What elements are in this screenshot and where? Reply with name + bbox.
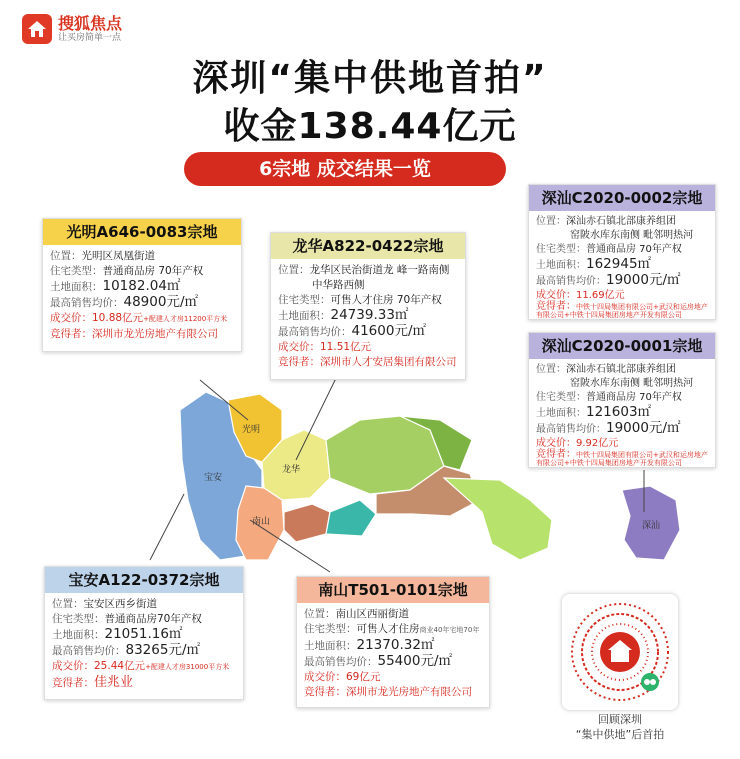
- value-land-area: 21370.32㎡: [356, 637, 435, 653]
- mini-program-qr-code[interactable]: [562, 594, 678, 710]
- label-deal-price: 成交价：: [304, 671, 346, 683]
- label-deal-price: 成交价：: [536, 290, 576, 301]
- headline-line1: 深圳“集中供地首拍”: [192, 58, 548, 99]
- label-max-price: 最高销售均价：: [304, 656, 378, 668]
- brand-slogan: 让买房简单一点: [58, 32, 122, 43]
- label-bidder: 竞得者：: [304, 686, 346, 698]
- value-deal-price: 9.92亿元: [576, 438, 619, 449]
- label-location: 位置：: [52, 598, 84, 610]
- card-title: 宝安A122-0372宗地: [45, 567, 243, 593]
- value-deal-price: 10.88亿元: [92, 312, 144, 324]
- label-housing-type: 住宅类型：: [304, 623, 357, 635]
- map-region-dapeng: [444, 478, 552, 560]
- value-max-price: 19000元/㎡: [606, 272, 681, 288]
- card-title: 龙华A822-0422宗地: [271, 233, 465, 259]
- qr-caption: [555, 712, 685, 742]
- headline-line2: 收金138.44亿元: [223, 106, 517, 147]
- value-location: 光明区凤凰街道: [81, 250, 155, 262]
- value-deal-price: 69亿元: [346, 671, 381, 683]
- qr-caption-line1: 回顾深圳: [598, 713, 642, 726]
- value-deal-price: 11.69亿元: [576, 290, 625, 301]
- label-deal-price: 成交价：: [52, 660, 94, 672]
- value-bidder: 深圳市龙光房地产有限公司: [346, 686, 472, 698]
- map-region-luohu: [326, 500, 376, 536]
- label-housing-type: 住宅类型：: [536, 392, 586, 403]
- card-shenshan-0002: [528, 184, 716, 320]
- label-housing-type: 住宅类型：: [52, 613, 105, 625]
- qr-caption-line2: “集中供地”后首拍: [575, 728, 665, 741]
- label-land-area: 土地面积：: [52, 629, 105, 641]
- card-longhua: [270, 232, 466, 380]
- value-housing-type: 可售人才住房: [356, 623, 420, 635]
- value-land-area: 10182.04㎡: [102, 278, 181, 294]
- label-housing-type: 住宅类型：: [50, 265, 103, 277]
- label-location: 位置：: [278, 264, 310, 276]
- value-location: 深汕赤石镇北部康养组团: [566, 216, 676, 227]
- label-housing-type: 住宅类型：: [278, 294, 331, 306]
- value-bidder: 中铁十四局集团有限公司+武汉和运房地产有限公司+中铁十四局集团房地产开发有限公司: [536, 451, 708, 467]
- label-deal-price: 成交价：: [50, 312, 92, 324]
- value-max-price: 55400元/㎡: [377, 653, 452, 669]
- value-housing-type: 普通商品房 70年产权: [586, 392, 682, 403]
- label-land-area: 土地面积：: [536, 260, 586, 271]
- value-housing-type: 普通商品房 70年产权: [102, 265, 204, 277]
- label-housing-type: 住宅类型：: [536, 244, 586, 255]
- label-deal-price: 成交价：: [536, 438, 576, 449]
- value-housing-type: 可售人才住房 70年产权: [330, 294, 442, 306]
- label-bidder: 竞得者：: [536, 449, 576, 460]
- value-land-area: 24739.33㎡: [330, 307, 409, 323]
- card-nanshan: [296, 576, 490, 708]
- map-label-guangming: 光明: [242, 425, 261, 435]
- label-land-area: 土地面积：: [304, 640, 357, 652]
- card-guangming: [42, 218, 242, 352]
- card-baoan: [44, 566, 244, 700]
- card-shenshan-0001: [528, 332, 716, 468]
- brand-name: 搜狐焦点: [58, 13, 123, 33]
- value-housing-note: 商业40年宅地70年: [419, 626, 480, 634]
- label-bidder: 竞得者：: [536, 301, 576, 312]
- value-location-2: 中华路西侧: [312, 279, 365, 291]
- value-deal-note: +配建人才房11200平方米: [143, 315, 228, 323]
- map-label-longhua: 龙华: [282, 465, 301, 475]
- card-title: 深汕C2020-0001宗地: [529, 333, 715, 359]
- value-max-price: 19000元/㎡: [606, 420, 681, 436]
- map-label-shenshan: 深汕: [642, 521, 661, 531]
- card-title: 深汕C2020-0002宗地: [529, 185, 715, 211]
- label-max-price: 最高销售均价：: [278, 326, 352, 338]
- label-max-price: 最高销售均价：: [52, 645, 126, 657]
- label-max-price: 最高销售均价：: [50, 297, 124, 309]
- value-bidder: 中铁十四局集团有限公司+武汉和运房地产有限公司+中铁十四局集团房地产开发有限公司: [536, 303, 708, 319]
- value-location: 龙华区民治街道龙 峰一路南侧: [309, 264, 450, 276]
- value-location-2: 窑陂水库东南侧 毗邻明热河: [570, 230, 694, 241]
- value-land-area: 162945㎡: [586, 256, 652, 272]
- value-max-price: 41600元/㎡: [351, 323, 426, 339]
- label-bidder: 竞得者：: [52, 677, 94, 689]
- label-location: 位置：: [50, 250, 82, 262]
- value-location-2: 窑陂水库东南侧 毗邻明热河: [570, 378, 694, 389]
- value-bidder: 佳兆业: [94, 675, 134, 690]
- label-bidder: 竞得者：: [50, 328, 92, 340]
- label-bidder: 竞得者：: [278, 356, 320, 368]
- label-max-price: 最高销售均价：: [536, 424, 606, 435]
- label-land-area: 土地面积：: [278, 310, 331, 322]
- label-location: 位置：: [304, 608, 336, 620]
- value-housing-type: 普通商品房 70年产权: [586, 244, 682, 255]
- label-land-area: 土地面积：: [50, 281, 103, 293]
- value-deal-note: +配建人才房31000平方米: [145, 663, 230, 671]
- label-location: 位置：: [536, 364, 566, 375]
- value-land-area: 121603㎡: [586, 404, 652, 420]
- value-deal-price: 25.44亿元: [94, 660, 146, 672]
- card-title: 光明A646-0083宗地: [43, 219, 241, 245]
- value-bidder: 深圳市龙光房地产有限公司: [92, 328, 218, 340]
- map-label-baoan: 宝安: [204, 473, 223, 483]
- map-region-futian: [284, 504, 330, 542]
- label-deal-price: 成交价：: [278, 341, 320, 353]
- value-location: 南山区西丽街道: [335, 608, 409, 620]
- label-land-area: 土地面积：: [536, 408, 586, 419]
- label-max-price: 最高销售均价：: [536, 276, 606, 287]
- value-housing-type: 普通商品房70年产权: [104, 613, 202, 625]
- label-location: 位置：: [536, 216, 566, 227]
- value-max-price: 48900元/㎡: [123, 294, 198, 310]
- value-location: 宝安区西乡街道: [83, 598, 157, 610]
- value-location: 深汕赤石镇北部康养组团: [566, 364, 676, 375]
- subtitle-banner: 6宗地 成交结果一览: [184, 152, 506, 186]
- card-title: 南山T501-0101宗地: [297, 577, 489, 603]
- map-label-nanshan: 南山: [252, 517, 271, 527]
- value-land-area: 21051.16㎡: [104, 626, 183, 642]
- value-deal-price: 11.51亿元: [320, 341, 372, 353]
- value-bidder: 深圳市人才安居集团有限公司: [320, 356, 457, 368]
- value-max-price: 83265元/㎡: [125, 642, 200, 658]
